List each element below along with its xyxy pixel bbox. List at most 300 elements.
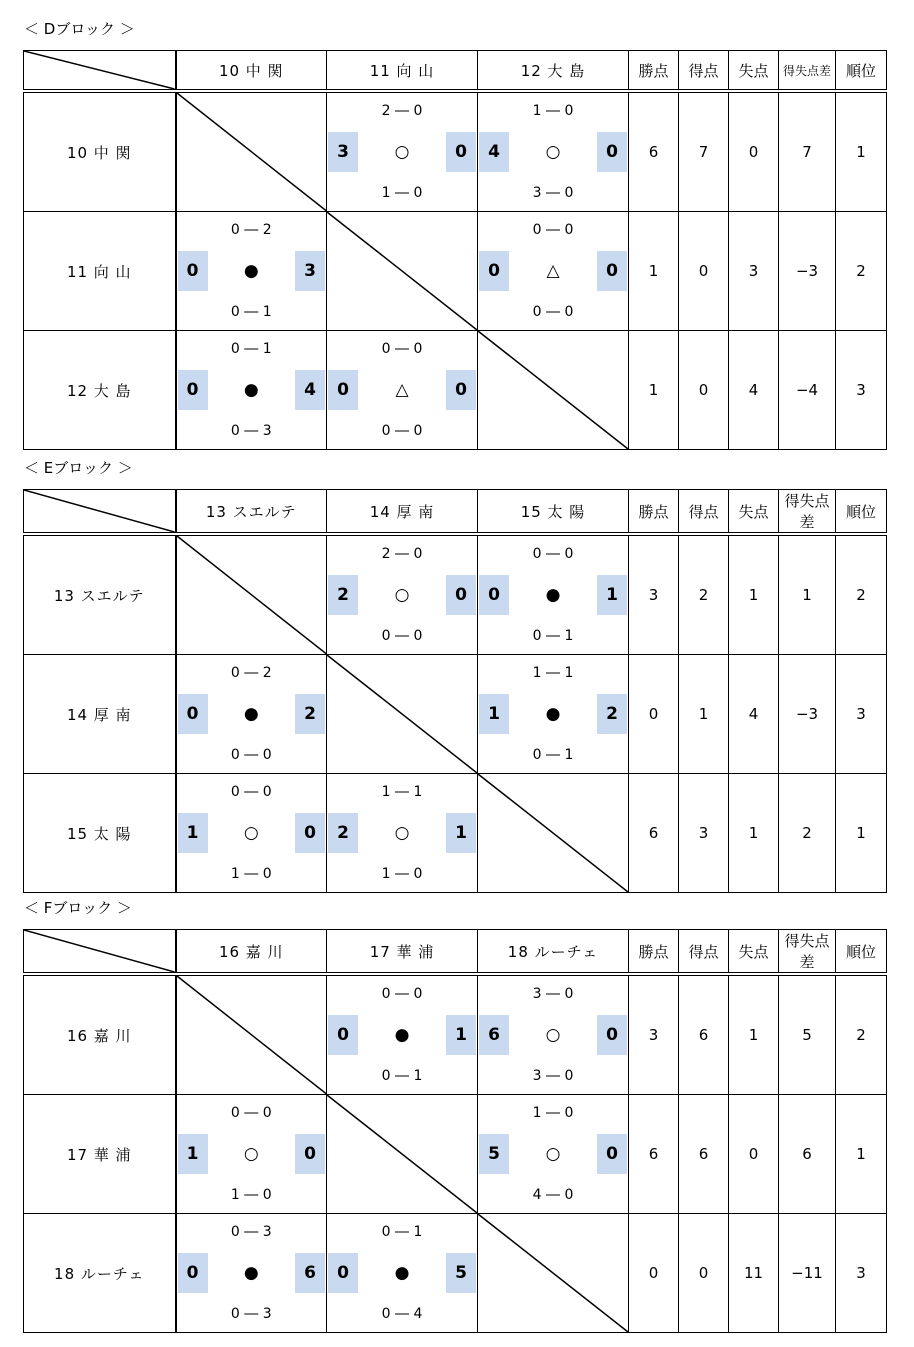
stat-cell: [836, 655, 887, 774]
stat-cell: [779, 1095, 836, 1214]
stat-header-label: 勝点: [638, 61, 669, 80]
second-half-score: 0 ― 3: [230, 423, 272, 439]
team-row: [24, 774, 887, 893]
own-score: 0: [178, 370, 208, 410]
stat-cell: [729, 534, 779, 655]
team-row: [24, 974, 887, 1095]
block-title: ＜ Dブロック ＞: [24, 20, 135, 38]
match-result: [327, 536, 477, 654]
first-half-score: 0 ― 2: [230, 222, 272, 238]
stat-cell: [779, 534, 836, 655]
self-match-cell: [478, 331, 629, 450]
stat-value: 0: [648, 705, 659, 723]
stat-cell: [629, 655, 679, 774]
stat-header-label: 得失点差: [784, 492, 830, 531]
second-half-score: 3 ― 0: [532, 1068, 574, 1084]
stat-cell: [836, 91, 887, 212]
result-mark: ○: [545, 142, 561, 162]
stat-value: 1: [648, 381, 659, 399]
stat-header-label: 失点: [738, 942, 769, 961]
first-half-score: 1 ― 1: [381, 784, 423, 800]
stat-cell: [729, 331, 779, 450]
result-mark: ●: [545, 704, 561, 724]
second-half-score: 0 ― 0: [230, 747, 272, 763]
own-score: 6: [479, 1015, 509, 1055]
row-team-cell: [24, 212, 176, 331]
own-score: 0: [328, 1015, 358, 1055]
stat-cell: [779, 331, 836, 450]
column-team-name: 11 向 山: [369, 61, 435, 80]
stat-cell: [836, 974, 887, 1095]
stat-header: [629, 930, 679, 975]
self-match-cell: [176, 974, 327, 1095]
first-half-score: 0 ― 0: [532, 222, 574, 238]
stat-header-label: 勝点: [638, 502, 669, 521]
second-half-score: 1 ― 0: [381, 185, 423, 201]
stat-cell: [729, 1095, 779, 1214]
row-team-name: 14 厚 南: [66, 705, 132, 724]
team-row: [24, 212, 887, 331]
own-score: 0: [178, 251, 208, 291]
result-mark: ●: [243, 704, 259, 724]
stat-header: [729, 51, 779, 92]
stat-cell: [729, 91, 779, 212]
match-cell: [478, 91, 629, 212]
stat-value: −11: [791, 1264, 823, 1282]
first-half-score: 1 ― 0: [532, 1105, 574, 1121]
result-mark: △: [395, 380, 409, 400]
stat-value: 11: [743, 1264, 764, 1282]
result-mark: ○: [243, 1144, 259, 1164]
stat-value: 3: [856, 1264, 866, 1282]
first-half-score: 0 ― 2: [230, 665, 272, 681]
stat-value: 6: [802, 1145, 812, 1163]
own-score: 3: [328, 132, 358, 172]
row-team-name: 15 太 陽: [66, 824, 132, 843]
stat-cell: [729, 655, 779, 774]
stat-value: 1: [856, 1145, 866, 1163]
team-row: [24, 1095, 887, 1214]
self-match-cell: [176, 91, 327, 212]
stat-header-label: 勝点: [638, 942, 669, 961]
result-mark: ●: [394, 1263, 410, 1283]
second-half-score: 0 ― 1: [532, 628, 574, 644]
stat-header-label: 得点: [688, 502, 719, 521]
stat-cell: [679, 534, 729, 655]
column-team-name: 13 スエルテ: [205, 502, 297, 521]
first-half-score: 0 ― 0: [230, 1105, 272, 1121]
stat-cell: [779, 774, 836, 893]
stat-value: 3: [698, 824, 709, 842]
match-result: [327, 331, 477, 449]
opponent-score: 0: [446, 575, 476, 615]
stat-value: 0: [648, 1264, 659, 1282]
opponent-score: 0: [597, 251, 627, 291]
column-team-header: [176, 930, 327, 975]
match-result: [478, 1095, 628, 1213]
first-half-score: 0 ― 1: [230, 341, 272, 357]
match-cell: [327, 91, 478, 212]
second-half-score: 0 ― 1: [381, 1068, 423, 1084]
stat-cell: [629, 1095, 679, 1214]
stat-value: 1: [748, 824, 759, 842]
stat-value: 5: [802, 1026, 812, 1044]
stat-value: 3: [856, 705, 866, 723]
opponent-score: 4: [295, 370, 325, 410]
stat-header-label: 得失点差: [782, 64, 831, 78]
own-score: 1: [178, 1134, 208, 1174]
opponent-score: 0: [597, 132, 627, 172]
match-cell: [176, 655, 327, 774]
stat-header-label: 順位: [845, 61, 876, 80]
match-result: [478, 976, 628, 1094]
stat-cell: [836, 331, 887, 450]
match-cell: [327, 974, 478, 1095]
stat-header: [629, 490, 679, 535]
stat-value: 6: [648, 1145, 659, 1163]
second-half-score: 0 ― 0: [381, 628, 423, 644]
opponent-score: 3: [295, 251, 325, 291]
second-half-score: 0 ― 1: [532, 747, 574, 763]
own-score: 2: [328, 575, 358, 615]
column-team-name: 14 厚 南: [369, 502, 435, 521]
match-result: [478, 212, 628, 330]
stat-cell: [836, 1095, 887, 1214]
corner-cell: [24, 490, 176, 535]
row-team-cell: [24, 1214, 176, 1333]
stat-value: 4: [748, 381, 759, 399]
block-title: ＜ Fブロック ＞: [24, 899, 132, 917]
stat-header: [629, 51, 679, 92]
match-cell: [176, 331, 327, 450]
stat-cell: [836, 1214, 887, 1333]
stat-cell: [679, 655, 729, 774]
match-result: [177, 212, 327, 330]
stat-header: [679, 930, 729, 975]
stat-header: [836, 490, 887, 535]
stat-cell: [679, 974, 729, 1095]
result-mark: ○: [394, 823, 410, 843]
stat-value: 0: [748, 1145, 759, 1163]
match-cell: [176, 1095, 327, 1214]
stat-header: [729, 490, 779, 535]
match-cell: [176, 212, 327, 331]
row-team-name: 18 ルーチェ: [54, 1264, 145, 1283]
stat-cell: [679, 212, 729, 331]
stat-value: 6: [648, 824, 659, 842]
stat-header: [779, 930, 836, 975]
opponent-score: 6: [295, 1253, 325, 1293]
result-mark: ○: [243, 823, 259, 843]
row-team-name: 13 スエルテ: [53, 586, 145, 605]
result-mark: ●: [394, 1025, 410, 1045]
team-row: [24, 1214, 887, 1333]
row-team-cell: [24, 534, 176, 655]
own-score: 0: [328, 1253, 358, 1293]
self-match-cell: [478, 774, 629, 893]
opponent-score: 0: [295, 1134, 325, 1174]
own-score: 0: [178, 694, 208, 734]
row-team-name: 16 嘉 川: [66, 1026, 132, 1045]
stat-value: 7: [698, 143, 709, 161]
standings-table: [23, 489, 887, 893]
own-score: 1: [479, 694, 509, 734]
match-result: [327, 774, 477, 892]
stat-value: 2: [856, 1026, 866, 1044]
column-team-name: 15 太 陽: [520, 502, 586, 521]
match-result: [177, 1214, 327, 1332]
stat-value: 2: [698, 586, 709, 604]
match-cell: [327, 331, 478, 450]
team-row: [24, 655, 887, 774]
stat-cell: [729, 774, 779, 893]
first-half-score: 0 ― 0: [381, 986, 423, 1002]
first-half-score: 0 ― 0: [230, 784, 272, 800]
stat-value: 0: [698, 262, 709, 280]
stat-cell: [679, 1214, 729, 1333]
stat-cell: [729, 974, 779, 1095]
self-match-cell: [478, 1214, 629, 1333]
stat-cell: [779, 212, 836, 331]
column-team-header: [176, 490, 327, 535]
stat-value: 1: [648, 262, 659, 280]
second-half-score: 0 ― 1: [230, 304, 272, 320]
stat-cell: [779, 91, 836, 212]
result-mark: ○: [545, 1144, 561, 1164]
opponent-score: 0: [597, 1134, 627, 1174]
header-row: [24, 930, 887, 975]
own-score: 1: [178, 813, 208, 853]
corner-cell: [24, 930, 176, 975]
stat-cell: [629, 91, 679, 212]
match-cell: [327, 774, 478, 893]
second-half-score: 3 ― 0: [532, 185, 574, 201]
stat-header-label: 得点: [688, 61, 719, 80]
standings-table: [23, 50, 887, 450]
second-half-score: 0 ― 4: [381, 1306, 423, 1322]
stat-value: 3: [748, 262, 759, 280]
stat-header: [836, 930, 887, 975]
row-team-cell: [24, 655, 176, 774]
stat-header: [779, 51, 836, 92]
match-cell: [176, 1214, 327, 1333]
match-cell: [176, 774, 327, 893]
column-team-name: 17 華 浦: [369, 942, 435, 961]
stat-value: 0: [698, 381, 709, 399]
result-mark: ●: [243, 1263, 259, 1283]
opponent-score: 1: [597, 575, 627, 615]
match-result: [177, 331, 327, 449]
stat-cell: [779, 655, 836, 774]
team-row: [24, 534, 887, 655]
opponent-score: 0: [446, 132, 476, 172]
stat-value: 2: [856, 262, 866, 280]
stat-cell: [629, 534, 679, 655]
opponent-score: 5: [446, 1253, 476, 1293]
opponent-score: 1: [446, 813, 476, 853]
stat-cell: [779, 974, 836, 1095]
stat-header-label: 得点: [688, 942, 719, 961]
match-cell: [478, 534, 629, 655]
second-half-score: 0 ― 0: [532, 304, 574, 320]
column-team-header: [478, 930, 629, 975]
stat-value: 0: [748, 143, 759, 161]
stat-cell: [629, 331, 679, 450]
column-team-header: [478, 51, 629, 92]
stat-cell: [679, 774, 729, 893]
second-half-score: 1 ― 0: [230, 866, 272, 882]
opponent-score: 0: [446, 370, 476, 410]
stat-cell: [779, 1214, 836, 1333]
second-half-score: 0 ― 3: [230, 1306, 272, 1322]
match-cell: [327, 534, 478, 655]
result-mark: ●: [243, 261, 259, 281]
stat-header: [679, 51, 729, 92]
stat-value: 1: [748, 586, 759, 604]
stat-value: 2: [856, 586, 866, 604]
row-team-name: 10 中 関: [66, 143, 132, 162]
own-score: 0: [328, 370, 358, 410]
standings-table: [23, 929, 887, 1333]
stat-value: 3: [856, 381, 866, 399]
own-score: 4: [479, 132, 509, 172]
stat-header: [729, 930, 779, 975]
stat-cell: [629, 774, 679, 893]
stat-value: 3: [648, 586, 659, 604]
stat-value: 7: [802, 143, 812, 161]
own-score: 0: [479, 575, 509, 615]
stat-value: 4: [748, 705, 759, 723]
column-team-name: 16 嘉 川: [218, 942, 284, 961]
column-team-name: 12 大 島: [520, 61, 586, 80]
first-half-score: 1 ― 1: [532, 665, 574, 681]
first-half-score: 1 ― 0: [532, 103, 574, 119]
row-team-cell: [24, 974, 176, 1095]
team-row: [24, 91, 887, 212]
column-team-header: [478, 490, 629, 535]
row-team-name: 17 華 浦: [66, 1145, 132, 1164]
stat-header-label: 順位: [845, 942, 876, 961]
column-team-header: [176, 51, 327, 92]
second-half-score: 1 ― 0: [230, 1187, 272, 1203]
stat-value: 2: [802, 824, 812, 842]
team-row: [24, 331, 887, 450]
opponent-score: 0: [597, 1015, 627, 1055]
result-mark: ○: [394, 142, 410, 162]
opponent-score: 1: [446, 1015, 476, 1055]
stat-value: 3: [648, 1026, 659, 1044]
stat-header: [779, 490, 836, 535]
opponent-score: 2: [597, 694, 627, 734]
stat-header: [679, 490, 729, 535]
stat-cell: [729, 1214, 779, 1333]
match-result: [478, 655, 628, 773]
column-team-header: [327, 51, 478, 92]
first-half-score: 0 ― 0: [532, 546, 574, 562]
column-team-name: 10 中 関: [218, 61, 284, 80]
stat-cell: [729, 212, 779, 331]
stat-cell: [679, 91, 729, 212]
self-match-cell: [327, 655, 478, 774]
header-row: [24, 490, 887, 535]
opponent-score: 0: [295, 813, 325, 853]
result-mark: ●: [243, 380, 259, 400]
result-mark: ○: [394, 585, 410, 605]
stat-cell: [836, 212, 887, 331]
first-half-score: 2 ― 0: [381, 546, 423, 562]
block-title: ＜ Eブロック ＞: [24, 459, 133, 477]
stat-value: 6: [698, 1026, 709, 1044]
stat-header-label: 順位: [845, 502, 876, 521]
first-half-score: 3 ― 0: [532, 986, 574, 1002]
first-half-score: 0 ― 1: [381, 1224, 423, 1240]
second-half-score: 4 ― 0: [532, 1187, 574, 1203]
stat-cell: [629, 1214, 679, 1333]
column-team-name: 18 ルーチェ: [507, 942, 599, 961]
stat-cell: [836, 774, 887, 893]
match-result: [177, 774, 327, 892]
result-mark: ●: [545, 585, 561, 605]
second-half-score: 1 ― 0: [381, 866, 423, 882]
own-score: 0: [178, 1253, 208, 1293]
stat-header-label: 得失点差: [784, 932, 830, 971]
result-mark: ○: [545, 1025, 561, 1045]
match-cell: [327, 1214, 478, 1333]
stat-value: 1: [748, 1026, 759, 1044]
row-team-cell: [24, 1095, 176, 1214]
match-cell: [478, 974, 629, 1095]
stat-header-label: 失点: [738, 61, 769, 80]
stat-value: 1: [856, 143, 866, 161]
header-row: [24, 51, 887, 92]
stat-header: [836, 51, 887, 92]
stat-value: 1: [698, 705, 709, 723]
stat-value: 1: [856, 824, 866, 842]
first-half-score: 0 ― 3: [230, 1224, 272, 1240]
stat-value: 1: [802, 586, 812, 604]
stat-value: 6: [698, 1145, 709, 1163]
self-match-cell: [176, 534, 327, 655]
stat-header-label: 失点: [738, 502, 769, 521]
stat-cell: [836, 534, 887, 655]
stat-cell: [629, 212, 679, 331]
stat-value: 0: [698, 1264, 709, 1282]
match-result: [327, 976, 477, 1094]
result-mark: △: [546, 261, 560, 281]
stat-cell: [629, 974, 679, 1095]
match-result: [478, 93, 628, 211]
second-half-score: 0 ― 0: [381, 423, 423, 439]
stat-cell: [679, 331, 729, 450]
match-cell: [478, 655, 629, 774]
self-match-cell: [327, 212, 478, 331]
opponent-score: 2: [295, 694, 325, 734]
stat-cell: [679, 1095, 729, 1214]
match-cell: [478, 212, 629, 331]
match-result: [327, 1214, 477, 1332]
match-result: [177, 1095, 327, 1213]
match-result: [478, 536, 628, 654]
column-team-header: [327, 490, 478, 535]
row-team-cell: [24, 774, 176, 893]
own-score: 2: [328, 813, 358, 853]
row-team-cell: [24, 91, 176, 212]
own-score: 5: [479, 1134, 509, 1174]
row-team-name: 12 大 島: [66, 381, 132, 400]
column-team-header: [327, 930, 478, 975]
first-half-score: 0 ― 0: [381, 341, 423, 357]
row-team-cell: [24, 331, 176, 450]
